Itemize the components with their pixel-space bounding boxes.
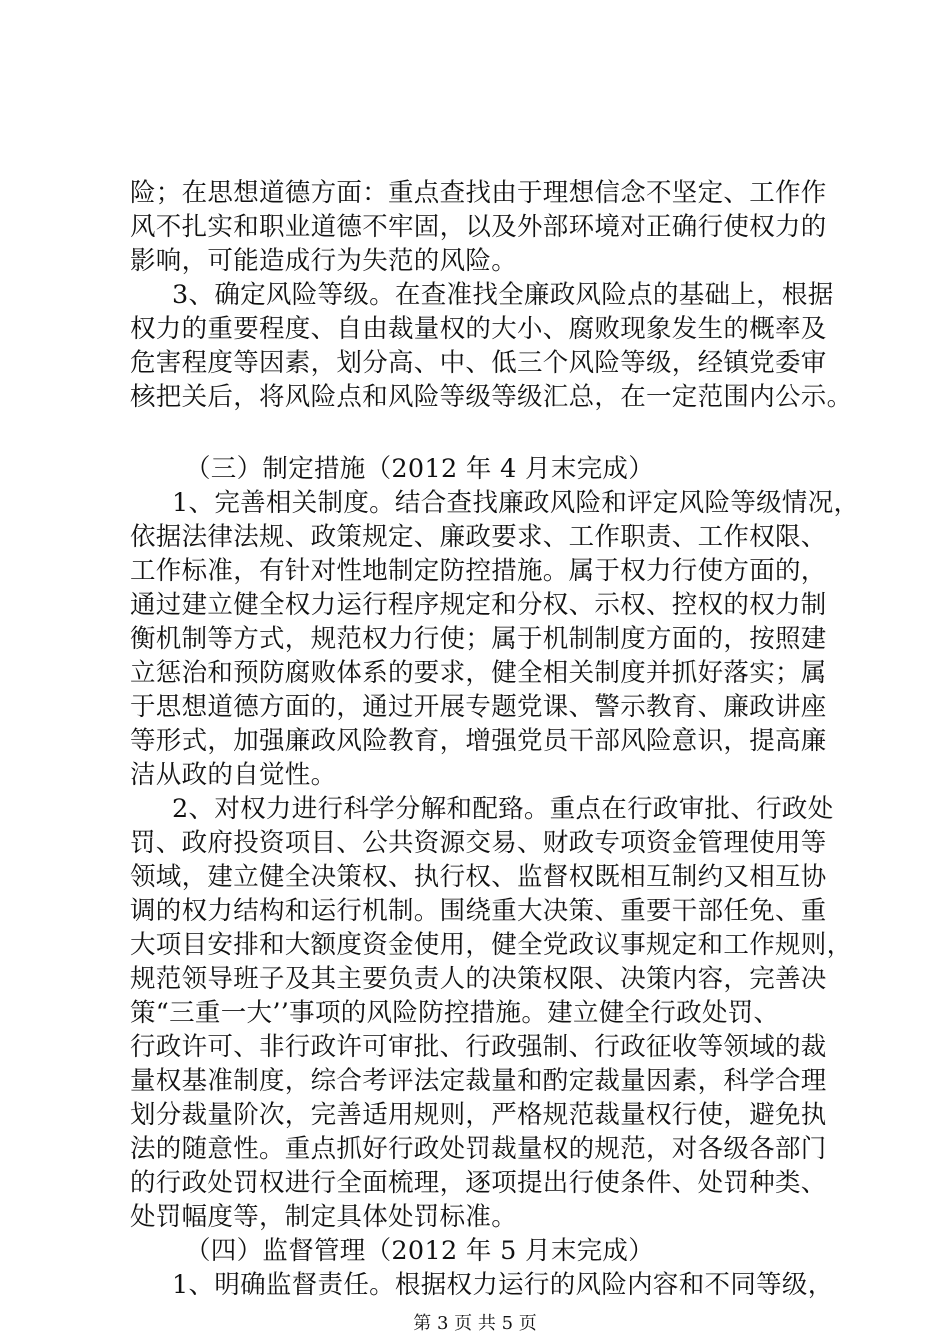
text-line: 1、明确监督责任。根据权力运行的风险内容和不同等级，	[172, 1270, 834, 1300]
text-line: 权力的重要程度、自由裁量权的大小、腐败现象发生的概率及	[130, 314, 827, 344]
text-line: 衡机制等方式，规范权力行使；属于机制制度方面的，按照建	[130, 624, 827, 654]
text-line: 依据法律法规、政策规定、廉政要求、工作职责、工作权限、	[130, 522, 827, 552]
section-heading: （四）监督管理（2012 年 5 月末完成）	[185, 1236, 655, 1266]
text-line: 影响，可能造成行为失范的风险。	[130, 246, 518, 276]
text-line: 领域，建立健全决策权、执行权、监督权既相互制约又相互协	[130, 862, 827, 892]
text-line: 划分裁量阶次，完善适用规则，严格规范裁量权行使，避免执	[130, 1100, 827, 1130]
section-heading: （三）制定措施（2012 年 4 月末完成）	[185, 454, 655, 484]
text-line: 行政许可、非行政许可审批、行政强制、行政征收等领域的裁	[130, 1032, 827, 1062]
text-line: 等形式，加强廉政风险教育，增强党员干部风险意识，提高廉	[130, 726, 827, 756]
text-line: 核把关后，将风险点和风险等级等级汇总，在一定范围内公示。	[130, 382, 853, 412]
text-line: 调的权力结构和运行机制。围绕重大决策、重要干部任免、重	[130, 896, 827, 926]
text-line: 工作标准，有针对性地制定防控措施。属于权力行使方面的，	[130, 556, 827, 586]
text-line: 3、确定风险等级。在查准找全廉政风险点的基础上，根据	[172, 280, 834, 310]
text-line: 法的随意性。重点抓好行政处罚裁量权的规范，对各级各部门	[130, 1134, 827, 1164]
text-line: 罚、政府投资项目、公共资源交易、财政专项资金管理使用等	[130, 828, 827, 858]
text-line: 策“三重一大’’事项的风险防控措施。建立健全行政处罚、	[130, 998, 780, 1028]
text-line: 险；在思想道德方面：重点查找由于理想信念不坚定、工作作	[130, 178, 827, 208]
text-line: 1、完善相关制度。结合查找廉政风险和评定风险等级情况，	[172, 488, 860, 518]
text-line: 于思想道德方面的，通过开展专题党课、警示教育、廉政讲座	[130, 692, 827, 722]
text-line: 危害程度等因素，划分高、中、低三个风险等级，经镇党委审	[130, 348, 827, 378]
text-line: 的行政处罚权进行全面梳理，逐项提出行使条件、处罚种类、	[130, 1168, 827, 1198]
text-line: 处罚幅度等，制定具体处罚标准。	[130, 1202, 518, 1232]
text-line: 风不扎实和职业道德不牢固，以及外部环境对正确行使权力的	[130, 212, 827, 242]
page-number: 第 3 页 共 5 页	[413, 1313, 537, 1334]
text-line: 洁从政的自觉性。	[130, 760, 337, 790]
text-line: 大项目安排和大额度资金使用，健全党政议事规定和工作规则，	[130, 930, 853, 960]
text-line: 通过建立健全权力运行程序规定和分权、示权、控权的权力制	[130, 590, 827, 620]
text-line: 规范领导班子及其主要负责人的决策权限、决策内容，完善决	[130, 964, 827, 994]
text-line: 量权基准制度，综合考评法定裁量和酌定裁量因素，科学合理	[130, 1066, 827, 1096]
text-line: 立惩治和预防腐败体系的要求，健全相关制度并抓好落实；属	[130, 658, 827, 688]
text-line: 2、对权力进行科学分解和配臵。重点在行政审批、行政处	[172, 794, 834, 824]
